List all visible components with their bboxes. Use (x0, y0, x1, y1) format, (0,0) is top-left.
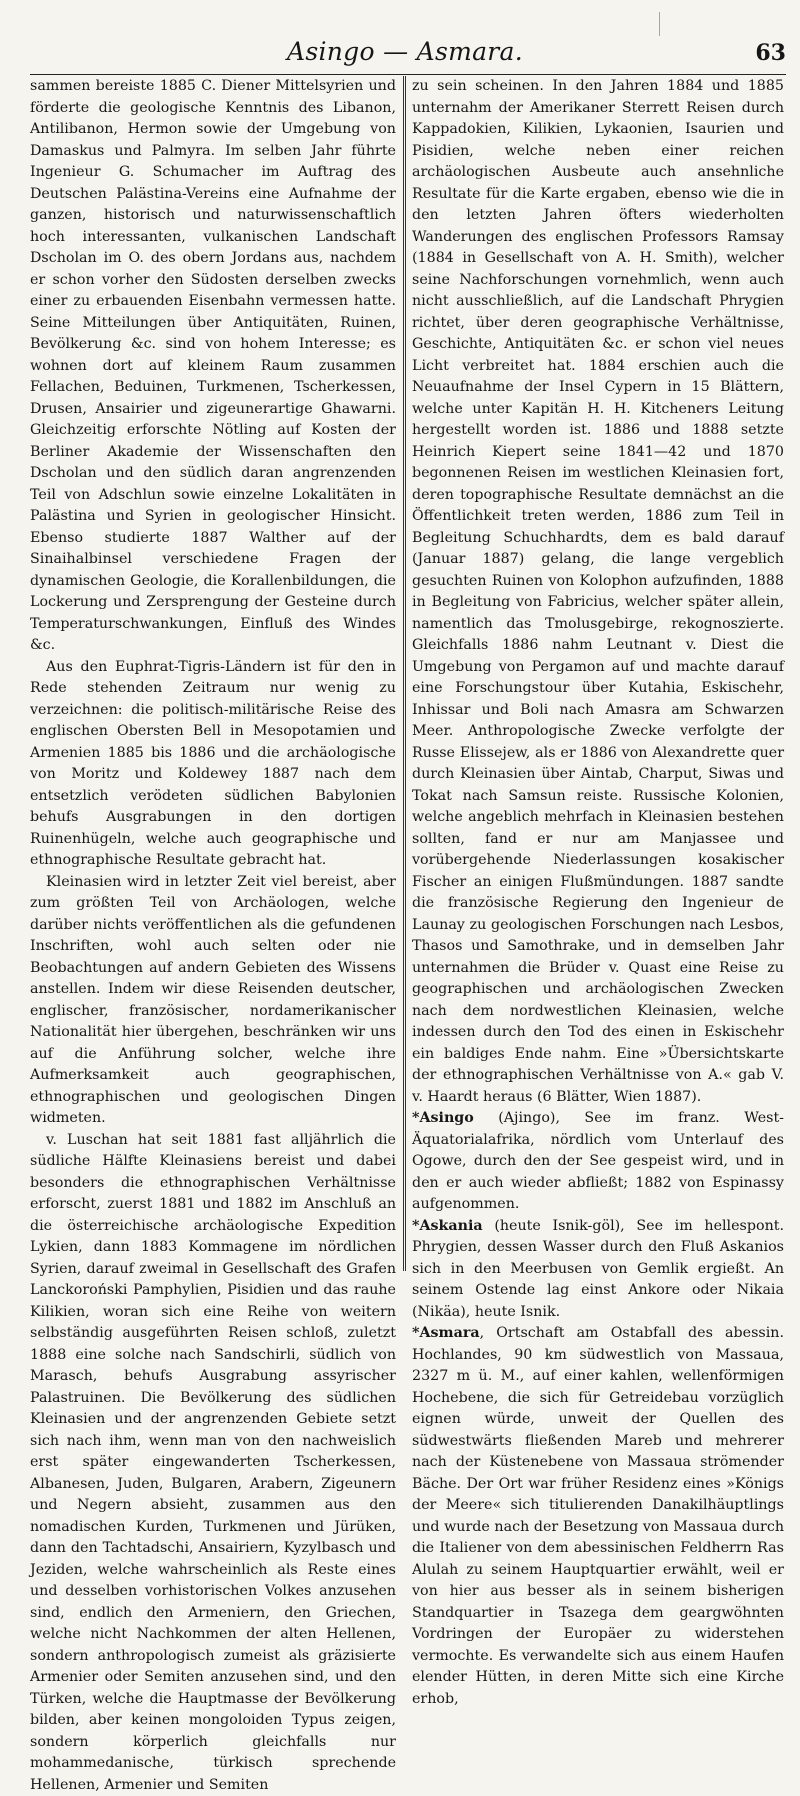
header-rule (30, 74, 786, 75)
entry-asmara (412, 1323, 784, 1710)
paragraph: sammen bereiste 1885 C. Diener Mittelsyrien und förderte die geologische Kenntnis des Libanon, Antilibanon, Hermon sowie der Umgebung von Damaskus und Palmyra. Im selben Jahr führte Ingenieur G. Schumacher im Auftrag des Deutschen Palästina-Vereins eine Aufnahme der ganzen, historisch und naturwissenschaftlich hoch interessanten, vulkanischen Landschaft Dscholan im O. des obern Jordans aus, nachdem er schon vorher den Südosten derselben zwecks einer zu erbauenden Eisenbahn vermessen hatte. Seine Mitteilungen über Antiquitäten, Ruinen, Bevölkerung &c. sind von hohem Interesse; es wohnen dort auf kleinem Raum zusammen Fellachen, Beduinen, Turkmenen, Tscherkessen, Drusen, Ansairier und zigeunerartige Ghawarni. Gleichzeitig erforschte Nötling auf Kosten der Berliner Akademie der Wissenschaften den Dscholan und den südlich daran angrenzenden Teil von Adschlun sowie einzelne Lokalitäten in Palästina und Syrien in geologischer Hinsicht. Ebenso studierte 1887 Walther auf der Sinaihalbinsel verschiedene Fragen der dynamischen Geologie, die Korallenbildungen, die Lockerung und Zersprengung der Gesteine durch Temperaturschwankungen, Einfluß des Windes &c. (30, 76, 396, 657)
paragraph: Aus den Euphrat-Tigris-Ländern ist für den in Rede stehenden Zeitraum nur wenig zu verzeichnen: die politisch-militärische Reise des englischen Obersten Bell in Mesopotamien und Armenien 1885 bis 1886 und die archäologische von Moritz und Koldewey 1887 nach dem entsetzlich verödeten südlichen Babylonien behufs Ausgrabungen in den dortigen Ruinenhügeln, welche auch geographische und ethnographische Resultate gebracht hat. (30, 657, 396, 872)
paragraph: Kleinasien wird in letzter Zeit viel bereist, aber zum größten Teil von Archäologen, welche darüber nichts veröffentlichen als die gefundenen Inschriften, wohl auch selten oder nie Beobachtungen auf andern Gebieten des Wissens anstellen. Indem wir diese Reisenden deutscher, englischer, französischer, nordamerikanischer Nationalität hier übergehen, beschränken wir uns auf die Anführung solcher, welche ihre Aufmerksamkeit auch geographischen, ethnographischen und geologischen Dingen widmeten. (30, 872, 396, 1130)
entry-asingo (412, 1108, 784, 1216)
entry-text: (Ajingo), See im franz. West-Äquatorialafrika, nördlich vom Unterlauf des Ogowe, durch den der See gespeist wird, und in den er auch wieder abfließt; 1882 von Espinassy aufgenommen. (412, 1110, 784, 1212)
entry-text: (heute Isnik-göl), See im hellespont. Phrygien, dessen Wasser durch den Fluß Askanios sich in den Meerbusen von Gemlik ergießt. An seinem Ostende lag einst Ankore oder Nikaia (Nikäa), heute Isnik. (412, 1218, 784, 1320)
paragraph: v. Luschan hat seit 1881 fast alljährlich die südliche Hälfte Kleinasiens bereist und dabei besonders die ethnographischen Verhältnisse erforscht, zuerst 1881 und 1882 im Anschluß an die österreichische archäologische Expedition Lykien, dann 1883 Kommagene im nördlichen Syrien, darauf zweimal in Gesellschaft des Grafen Lanckoroński Pamphylien, Pisidien und das rauhe Kilikien, woran sich eine Reihe von weitern selbständig ausgeführten Reisen schloß, zuletzt 1888 eine solche nach Sandschirli, südlich von Marasch, behufs Ausgrabung assyrischer Palastruinen. Die Bevölkerung des südlichen Kleinasien und der angrenzenden Gebiete setzt sich nach ihm, wenn man von den nachweislich erst später eingewanderten Tscherkessen, Albanesen, Juden, Bulgaren, Arabern, Zigeunern und Negern absieht, zusammen aus den nomadischen Kurden, Turkmenen und Jürüken, dann den Tachtadschi, Ansairiern, Kyzylbasch und Jeziden, welche wahrscheinlich als Reste eines und desselben vorhistorischen Volkes anzusehen sind, endlich den Armeniern, den Griechen, welche nicht Nachkommen der alten Hellenen, sondern anthropologisch zumeist als gräzisierte Armenier oder Semiten anzusehen sind, und den Türken, welche die Hauptmasse der Bevölkerung bilden, aber keinen mongoloiden Typus zeigen, sondern körperlich gleichfalls nur mohammedanische, türkisch sprechende Hellenen, Armenier und Semiten (30, 1130, 396, 1796)
entry-text: , Ortschaft am Ostabfall des abessin. Hochlandes, 90 km südwestlich von Massaua, 2327 m ü. M., auf einer kahlen, wellenförmigen Hochebene, die sich für Getreidebau vorzüglich eignen würde, unweit der Quellen des südwestwärts fließenden Mareb und mehrerer nach der Küstenebene von Massaua strömender Bäche. Der Ort war früher Residenz eines »Königs der Meere« sich titulierenden Danakilhäuptlings und wurde nach der Besetzung von Massaua durch die Italiener von dem abessinischen Feldherrn Ras Alulah zu seinem Hauptquartier erwählt, weil er von hier aus besser als in seinem bisherigen Standquartier in Tsazega dem geargwöhnten Vordringen der Europäer zu widerstehen vermochte. Es verwandelte sich aus einem Haufen elender Hütten, in deren Mitte sich eine Kirche erhob, (412, 1325, 784, 1707)
entry-askania (412, 1216, 784, 1324)
left-column (30, 76, 396, 1272)
paragraph: zu sein scheinen. In den Jahren 1884 und 1885 unternahm der Amerikaner Sterrett Reisen durch Kappadokien, Kilikien, Lykaonien, Isaurien und Pisidien, welche neben einer reichen archäologischen Ausbeute auch ansehnliche Resultate für die Karte ergaben, ebenso wie die in den letzten Jahren öfters wiederholten Wanderungen des englischen Professors Ramsay (1884 in Gesellschaft von A. H. Smith), welcher seine Nachforschungen vornehmlich, wenn auch nicht ausschließlich, auf die Landschaft Phrygien richtet, über deren geographische Verhältnisse, Geschichte, Antiquitäten &c. er schon viel neues Licht verbreitet hat. 1884 erschien auch die Neuaufnahme der Insel Cypern in 15 Blättern, welche unter Kapitän H. H. Kitcheners Leitung hergestellt worden ist. 1886 und 1888 setzte Heinrich Kiepert seine 1841—42 und 1870 begonnenen Reisen im westlichen Kleinasien fort, deren topographische Resultate demnächst an die Öffentlichkeit treten werden, 1886 zum Teil in Begleitung Schuchhardts, dem es bald darauf (Januar 1887) gelang, die lange vergeblich gesuchten Ruinen von Kolophon aufzufinden, 1888 in Begleitung von Fabricius, welcher später allein, namentlich das Tmolusgebirge, rekognoszierte. Gleichfalls 1886 nahm Leutnant v. Diest die Umgebung von Pergamon auf und machte darauf eine Forschungstour über Kutahia, Eskischehr, Inhissar und Boli nach Amasra am Schwarzen Meer. Anthropologische Zwecke verfolgte der Russe Elissejew, als er 1886 von Alexandrette quer durch Kleinasien über Aintab, Charput, Siwas und Tokat nach Samsun reiste. Russische Kolonien, welche angeblich mehrfach in Kleinasien bestehen sollten, fand er nur am Manjassee und vorübergehende Niederlassungen kosakischer Fischer an einigen Flußmündungen. 1887 sandte die französische Regierung den Ingenieur de Launay zu geologischen Forschungen nach Lesbos, Thasos und Samothrake, und in demselben Jahr unternahmen die Brüder v. Quast eine Reise zu geographischen und archäologischen Zwecken nach dem nordwestlichen Kleinasien, welche indessen durch den Tod des einen in Eskischehr ein baldiges Ende nahm. Eine »Übersichtskarte der ethnographischen Verhältnisse von A.« gab V. v. Haardt heraus (6 Blätter, Wien 1887). (412, 76, 784, 1108)
entry-headword: *Asingo (412, 1110, 474, 1126)
entry-headword: *Asmara (412, 1325, 480, 1341)
right-column (412, 76, 784, 1272)
page-number: 63 (755, 33, 786, 73)
running-header: Asingo — Asmara. (30, 32, 780, 72)
entry-headword: *Askania (412, 1218, 483, 1234)
column-divider (403, 76, 406, 1271)
